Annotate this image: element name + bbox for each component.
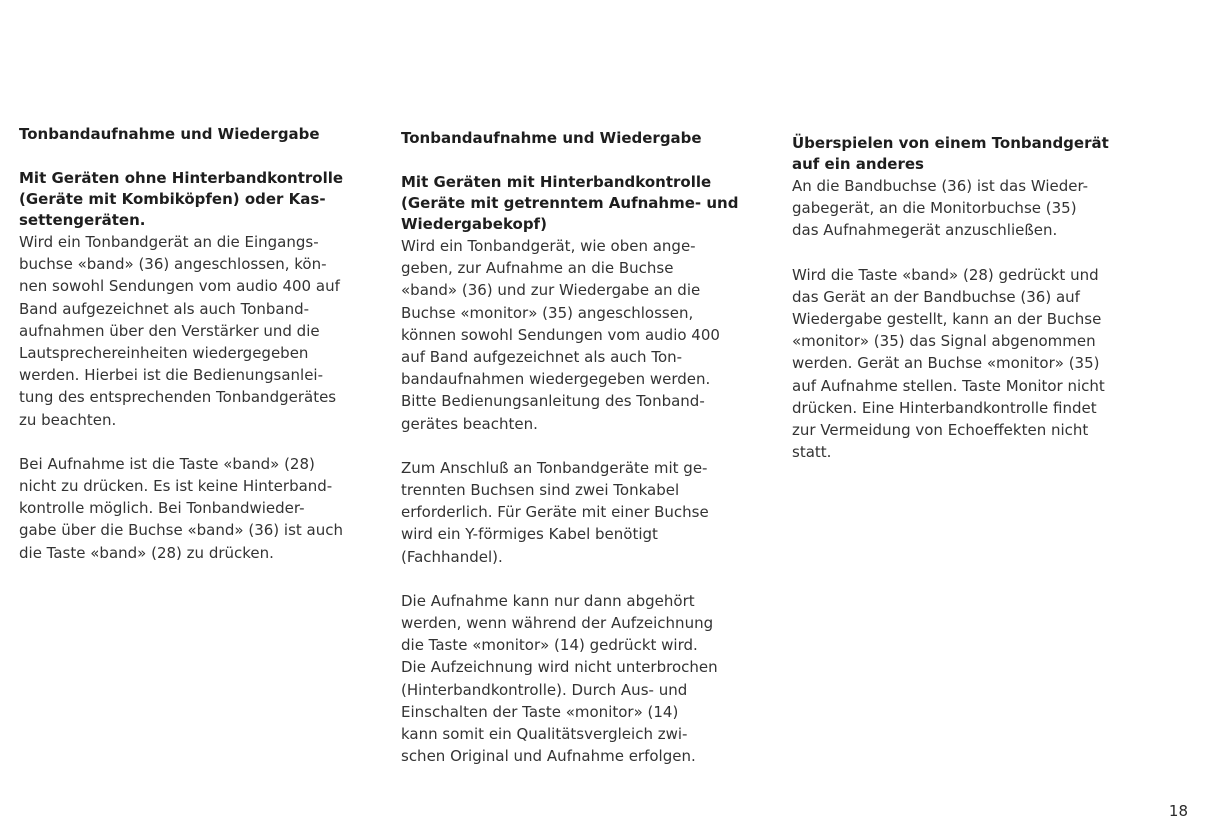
column-middle — [401, 128, 761, 767]
paragraph: Wird ein Tonbandgerät an die Eingangs- buchse «band» (36) angeschlossen, kön- nen sowohl Sendungen vom audio 400 auf Band aufgezeichnet als auch Tonband- aufnahmen über den Verstärker und die Lautsprechereinheiten wiedergegeben werden. Hierbei ist die Bedienungsanlei- tung des entsprechenden Tonbandgerätes zu beachten. — [19, 233, 340, 429]
paragraph: Wird die Taste «band» (28) gedrückt und das Gerät an der Bandbuchse (36) auf Wiedergabe gestellt, kann an der Buchse «monitor» (35) das Signal abgenommen werden. Gerät an Buchse «monitor» (35) auf Aufnahme stellen. Taste Monitor nicht drücken. Eine Hinterbandkontrolle findet zur Vermeidung von Echoeffekten nicht statt. — [792, 265, 1105, 462]
section-heading: Überspielen von einem Tonbandgerät auf ein anderes — [792, 134, 1109, 173]
page-number: 18 — [1168, 802, 1188, 820]
paragraph: Bei Aufnahme ist die Taste «band» (28) nicht zu drücken. Es ist keine Hinterband- kontrolle möglich. Bei Tonbandwieder- gabe über die Buchse «band» (36) ist auch die Taste «band» (28) zu drücken. — [19, 454, 343, 562]
paragraph: Wird ein Tonbandgerät, wie oben ange- geben, zur Aufnahme an die Buchse «band» (36) und zur Wiedergabe an die Buchse «monitor» (35) angeschlossen, können sowohl Sendungen vom audio 400 auf Band aufgezeichnet als auch Ton- bandaufnahmen wiedergegeben werden. Bitte Bedienungsanleitung des Tonband- gerätes beachten. — [401, 237, 720, 433]
paragraph: An die Bandbuchse (36) ist das Wieder- gabegerät, an die Monitorbuchse (35) das Aufnahmegerät anzuschließen. — [792, 177, 1089, 240]
column-left — [19, 124, 379, 564]
section-heading: Tonbandaufnahme und Wiedergabe — [19, 125, 320, 143]
section-heading: Tonbandaufnahme und Wiedergabe — [401, 129, 702, 147]
paragraph: Die Aufnahme kann nur dann abgehört werden, wenn während der Aufzeichnung die Taste «monitor» (14) gedrückt wird. Die Aufzeichnung wird nicht unterbrochen (Hinterbandkontrolle). Durch Aus- und Einschalten der Taste «monitor» (14) kann somit ein Qualitätsvergleich zwi- schen Original und Aufnahme erfolgen. — [401, 591, 718, 766]
section-subheading: Mit Geräten mit Hinterbandkontrolle (Geräte mit getrenntem Aufnahme- und Wiedergabekopf) — [401, 173, 739, 233]
paragraph: Zum Anschluß an Tonbandgeräte mit ge- trennten Buchsen sind zwei Tonkabel erforderlich. Für Geräte mit einer Buchse wird ein Y-förmiges Kabel benötigt (Fachhandel). — [401, 458, 709, 566]
section-subheading: Mit Geräten ohne Hinterbandkontrolle (Geräte mit Kombiköpfen) oder Kas- settengeräten. — [19, 169, 344, 229]
column-right — [792, 133, 1152, 463]
